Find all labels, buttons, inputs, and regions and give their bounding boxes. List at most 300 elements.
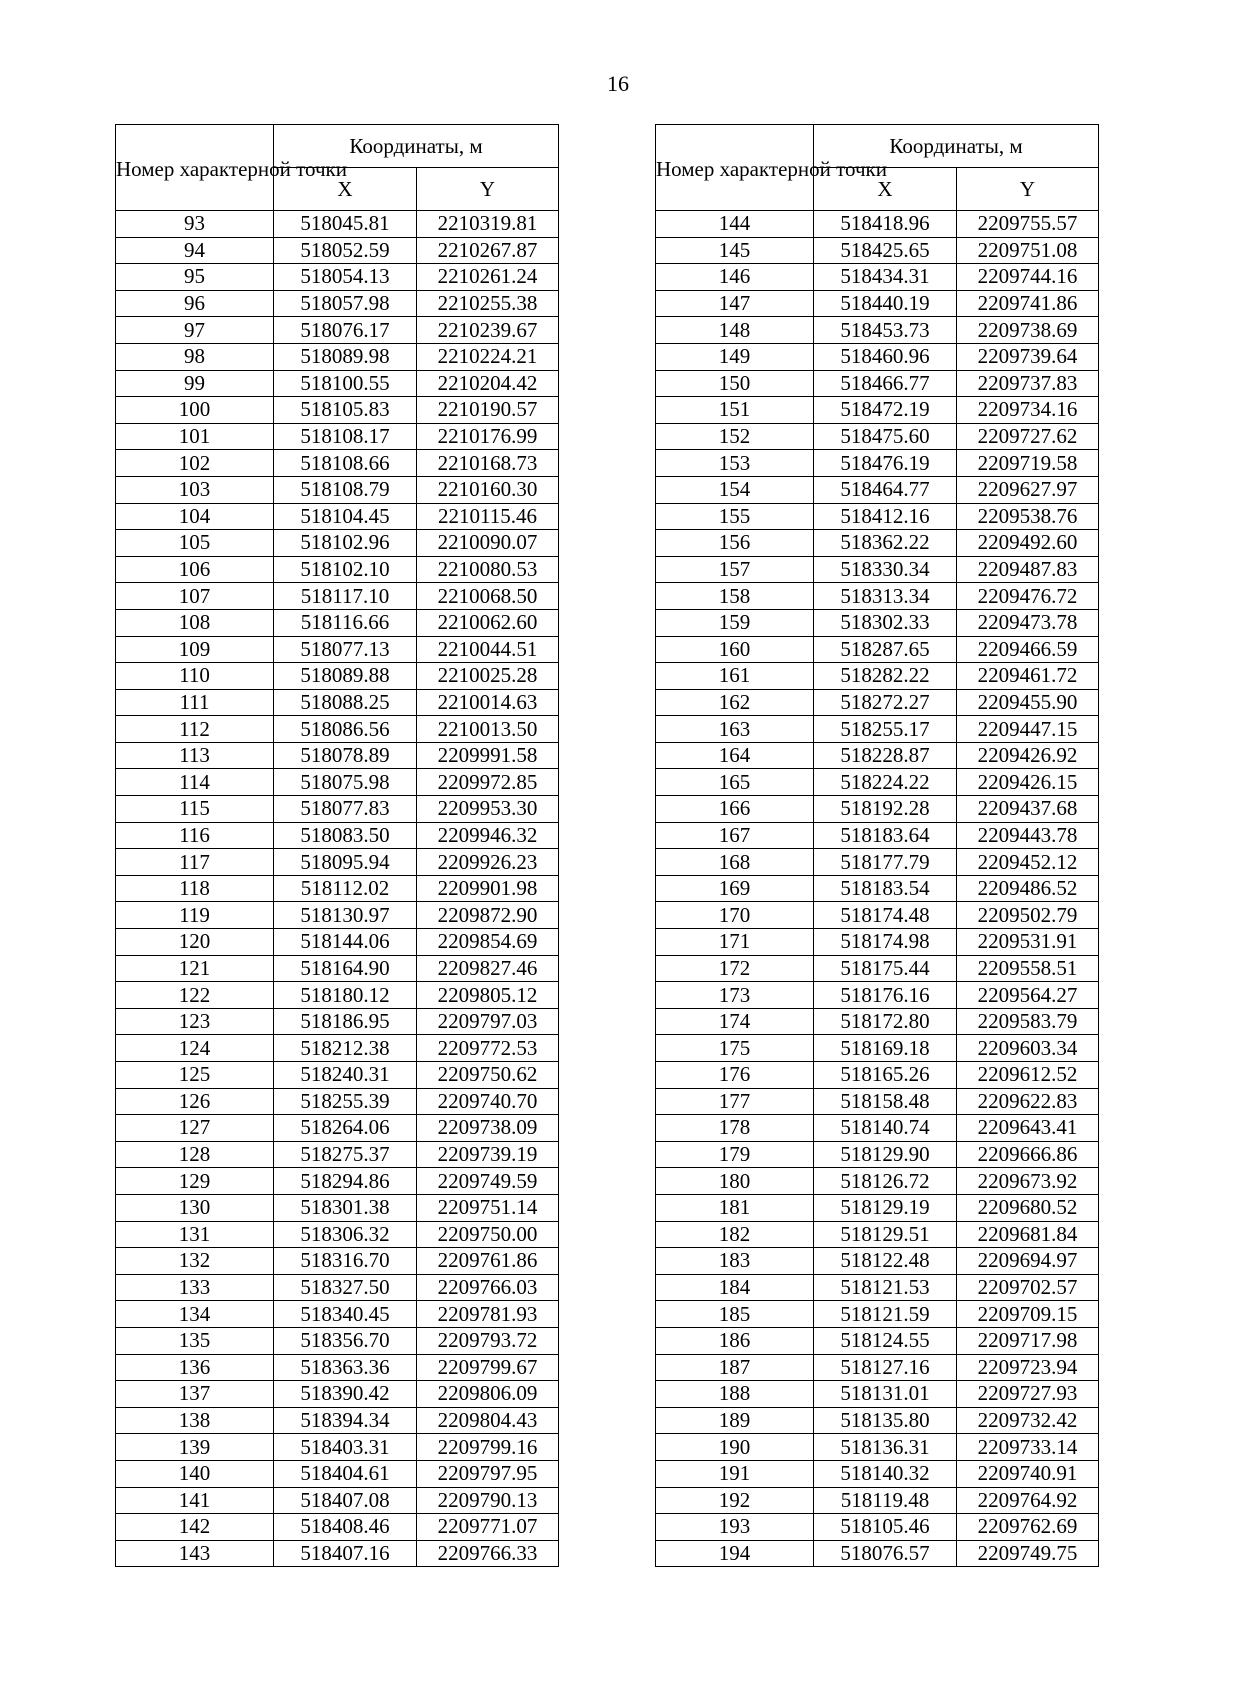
y-coordinate-cell: 2209702.57 (957, 1274, 1099, 1301)
y-coordinate-cell: 2209762.69 (957, 1514, 1099, 1541)
table-row (656, 476, 1099, 503)
point-number-cell: 190 (656, 1434, 814, 1461)
page-number: 16 (607, 71, 629, 96)
point-number-cell: 177 (656, 1088, 814, 1115)
x-coordinate-cell: 518177.79 (814, 849, 957, 876)
y-coordinate-cell: 2209733.14 (957, 1434, 1099, 1461)
x-coordinate-cell: 518425.65 (814, 237, 957, 264)
x-coordinate-cell: 518440.19 (814, 290, 957, 317)
x-coordinate-cell: 518108.79 (274, 476, 417, 503)
table-row (656, 530, 1099, 557)
point-number-cell: 115 (116, 796, 274, 823)
x-coordinate-cell: 518078.89 (274, 742, 417, 769)
point-number-cell: 141 (116, 1487, 274, 1514)
x-coordinate-cell: 518412.16 (814, 503, 957, 530)
x-coordinate-cell: 518102.10 (274, 556, 417, 583)
x-coordinate-cell: 518407.16 (274, 1540, 417, 1567)
x-coordinate-cell: 518089.98 (274, 343, 417, 370)
point-number-cell: 125 (116, 1062, 274, 1089)
point-number-cell: 162 (656, 689, 814, 716)
x-coordinate-cell: 518122.48 (814, 1248, 957, 1275)
y-coordinate-cell: 2209673.92 (957, 1168, 1099, 1195)
y-coordinate-cell: 2209751.14 (417, 1194, 559, 1221)
x-coordinate-cell: 518121.53 (814, 1274, 957, 1301)
point-number-cell: 168 (656, 849, 814, 876)
y-coordinate-cell: 2209694.97 (957, 1248, 1099, 1275)
x-coordinate-cell: 518054.13 (274, 264, 417, 291)
point-number-cell: 101 (116, 423, 274, 450)
point-number-cell: 110 (116, 663, 274, 690)
y-coordinate-cell: 2209946.32 (417, 822, 559, 849)
y-coordinate-cell: 2209926.23 (417, 849, 559, 876)
table-row (656, 556, 1099, 583)
point-number-cell: 140 (116, 1460, 274, 1487)
table-row (656, 1221, 1099, 1248)
x-coordinate-cell: 518476.19 (814, 450, 957, 477)
table-row (656, 343, 1099, 370)
point-number-cell: 192 (656, 1487, 814, 1514)
point-number-cell: 103 (116, 476, 274, 503)
table-row (116, 1221, 559, 1248)
point-number-cell: 153 (656, 450, 814, 477)
x-header: X (814, 168, 957, 211)
table-row (116, 370, 559, 397)
y-coordinate-cell: 2209717.98 (957, 1327, 1099, 1354)
x-coordinate-cell: 518264.06 (274, 1115, 417, 1142)
y-coordinate-cell: 2210255.38 (417, 290, 559, 317)
x-coordinate-cell: 518362.22 (814, 530, 957, 557)
x-coordinate-cell: 518112.02 (274, 875, 417, 902)
table-row (656, 1194, 1099, 1221)
y-coordinate-cell: 2210068.50 (417, 583, 559, 610)
table-row (656, 1487, 1099, 1514)
table-row (656, 902, 1099, 929)
table-row (116, 1248, 559, 1275)
point-number-cell: 191 (656, 1460, 814, 1487)
x-coordinate-cell: 518330.34 (814, 556, 957, 583)
table-row (116, 1035, 559, 1062)
x-coordinate-cell: 518180.12 (274, 982, 417, 1009)
point-number-cell: 187 (656, 1354, 814, 1381)
y-coordinate-cell: 2209750.00 (417, 1221, 559, 1248)
point-number-cell: 152 (656, 423, 814, 450)
point-number-cell: 158 (656, 583, 814, 610)
y-coordinate-cell: 2209737.83 (957, 370, 1099, 397)
table-row (656, 1141, 1099, 1168)
x-coordinate-cell: 518140.74 (814, 1115, 957, 1142)
y-coordinate-cell: 2209805.12 (417, 982, 559, 1009)
y-coordinate-cell: 2210044.51 (417, 636, 559, 663)
table-row (116, 1460, 559, 1487)
x-coordinate-cell: 518313.34 (814, 583, 957, 610)
y-coordinate-cell: 2209761.86 (417, 1248, 559, 1275)
y-coordinate-cell: 2209681.84 (957, 1221, 1099, 1248)
y-coordinate-cell: 2209901.98 (417, 875, 559, 902)
table-row (116, 902, 559, 929)
point-number-cell: 173 (656, 982, 814, 1009)
table-row (656, 689, 1099, 716)
table-row (116, 423, 559, 450)
table-row (656, 450, 1099, 477)
x-coordinate-cell: 518255.17 (814, 716, 957, 743)
y-coordinate-cell: 2209750.62 (417, 1062, 559, 1089)
x-coordinate-cell: 518077.13 (274, 636, 417, 663)
table-row (116, 1168, 559, 1195)
y-coordinate-cell: 2209740.70 (417, 1088, 559, 1115)
point-number-cell: 166 (656, 796, 814, 823)
point-number-cell: 121 (116, 955, 274, 982)
table-row (656, 1354, 1099, 1381)
x-coordinate-cell: 518174.48 (814, 902, 957, 929)
point-number-cell: 117 (116, 849, 274, 876)
y-coordinate-cell: 2209426.15 (957, 769, 1099, 796)
x-coordinate-cell: 518104.45 (274, 503, 417, 530)
point-number-cell: 118 (116, 875, 274, 902)
table-row (656, 1460, 1099, 1487)
table-row (656, 849, 1099, 876)
y-coordinate-cell: 2209466.59 (957, 636, 1099, 663)
y-header: Y (957, 168, 1099, 211)
x-coordinate-cell: 518175.44 (814, 955, 957, 982)
point-number-cell: 183 (656, 1248, 814, 1275)
point-number-cell: 145 (656, 237, 814, 264)
table-row (116, 1062, 559, 1089)
x-coordinate-cell: 518466.77 (814, 370, 957, 397)
x-coordinate-cell: 518129.51 (814, 1221, 957, 1248)
table-row (116, 1487, 559, 1514)
x-coordinate-cell: 518294.86 (274, 1168, 417, 1195)
point-number-cell: 129 (116, 1168, 274, 1195)
table-row (116, 450, 559, 477)
point-number-cell: 100 (116, 397, 274, 424)
table-row (656, 796, 1099, 823)
x-coordinate-cell: 518086.56 (274, 716, 417, 743)
table-row (656, 1168, 1099, 1195)
y-coordinate-cell: 2210239.67 (417, 317, 559, 344)
x-coordinate-cell: 518119.48 (814, 1487, 957, 1514)
y-coordinate-cell: 2210267.87 (417, 237, 559, 264)
table-row (116, 317, 559, 344)
table-row (656, 397, 1099, 424)
table-row (656, 1115, 1099, 1142)
y-coordinate-cell: 2209732.42 (957, 1407, 1099, 1434)
x-coordinate-cell: 518130.97 (274, 902, 417, 929)
table-row (116, 530, 559, 557)
x-coordinate-cell: 518105.83 (274, 397, 417, 424)
point-number-cell: 193 (656, 1514, 814, 1541)
x-coordinate-cell: 518144.06 (274, 929, 417, 956)
table-row (656, 742, 1099, 769)
y-coordinate-cell: 2210224.21 (417, 343, 559, 370)
point-number-cell: 181 (656, 1194, 814, 1221)
y-coordinate-cell: 2209872.90 (417, 902, 559, 929)
x-coordinate-cell: 518131.01 (814, 1381, 957, 1408)
point-number-cell: 114 (116, 769, 274, 796)
point-number-cell: 185 (656, 1301, 814, 1328)
coordinates-header: Координаты, м (814, 125, 1099, 168)
table-row (656, 1540, 1099, 1567)
table-row (116, 343, 559, 370)
y-coordinate-cell: 2209603.34 (957, 1035, 1099, 1062)
y-coordinate-cell: 2209799.16 (417, 1434, 559, 1461)
x-coordinate-cell: 518287.65 (814, 636, 957, 663)
point-number-cell: 135 (116, 1327, 274, 1354)
x-coordinate-cell: 518356.70 (274, 1327, 417, 1354)
table-row (656, 716, 1099, 743)
y-coordinate-cell: 2209953.30 (417, 796, 559, 823)
point-number-cell: 137 (116, 1381, 274, 1408)
y-coordinate-cell: 2210080.53 (417, 556, 559, 583)
x-coordinate-cell: 518340.45 (274, 1301, 417, 1328)
y-coordinate-cell: 2210160.30 (417, 476, 559, 503)
table-row (656, 769, 1099, 796)
point-number-cell: 157 (656, 556, 814, 583)
y-coordinate-cell: 2209487.83 (957, 556, 1099, 583)
table-row (116, 982, 559, 1009)
y-coordinate-cell: 2209426.92 (957, 742, 1099, 769)
point-number-cell: 184 (656, 1274, 814, 1301)
point-number-cell: 146 (656, 264, 814, 291)
x-coordinate-cell: 518212.38 (274, 1035, 417, 1062)
point-number-cell: 174 (656, 1008, 814, 1035)
table-row (116, 1381, 559, 1408)
y-coordinate-cell: 2209643.41 (957, 1115, 1099, 1142)
x-coordinate-cell: 518394.34 (274, 1407, 417, 1434)
table-row (116, 1434, 559, 1461)
x-coordinate-cell: 518164.90 (274, 955, 417, 982)
table-row (656, 609, 1099, 636)
x-coordinate-cell: 518464.77 (814, 476, 957, 503)
point-number-cell: 97 (116, 317, 274, 344)
point-number-cell: 172 (656, 955, 814, 982)
table-row (656, 636, 1099, 663)
y-coordinate-cell: 2209972.85 (417, 769, 559, 796)
y-coordinate-cell: 2209751.08 (957, 237, 1099, 264)
y-coordinate-cell: 2210013.50 (417, 716, 559, 743)
table-row (656, 264, 1099, 291)
table-row (656, 1274, 1099, 1301)
point-number-cell: 160 (656, 636, 814, 663)
y-coordinate-cell: 2210261.24 (417, 264, 559, 291)
point-number-cell: 128 (116, 1141, 274, 1168)
table-row (116, 556, 559, 583)
point-number-cell: 178 (656, 1115, 814, 1142)
x-coordinate-cell: 518102.96 (274, 530, 417, 557)
table-row (116, 663, 559, 690)
point-number-cell: 109 (116, 636, 274, 663)
y-coordinate-cell: 2209473.78 (957, 609, 1099, 636)
x-coordinate-cell: 518176.16 (814, 982, 957, 1009)
x-coordinate-cell: 518089.88 (274, 663, 417, 690)
table-row (656, 1301, 1099, 1328)
y-coordinate-cell: 2209749.75 (957, 1540, 1099, 1567)
y-coordinate-cell: 2209719.58 (957, 450, 1099, 477)
table-row (656, 317, 1099, 344)
y-coordinate-cell: 2209447.15 (957, 716, 1099, 743)
x-coordinate-cell: 518407.08 (274, 1487, 417, 1514)
table-row (116, 742, 559, 769)
point-number-cell: 163 (656, 716, 814, 743)
y-coordinate-cell: 2209502.79 (957, 902, 1099, 929)
x-coordinate-cell: 518306.32 (274, 1221, 417, 1248)
y-coordinate-cell: 2210090.07 (417, 530, 559, 557)
table-row (656, 503, 1099, 530)
table-row (116, 929, 559, 956)
point-number-cell: 136 (116, 1354, 274, 1381)
y-coordinate-cell: 2209455.90 (957, 689, 1099, 716)
x-coordinate-cell: 518108.66 (274, 450, 417, 477)
x-coordinate-cell: 518418.96 (814, 211, 957, 238)
table-row (116, 1540, 559, 1567)
point-number-header: Номер характерной точки (116, 125, 274, 211)
point-number-cell: 150 (656, 370, 814, 397)
point-number-header: Номер характерной точки (656, 125, 814, 211)
point-number-cell: 106 (116, 556, 274, 583)
table-row (116, 769, 559, 796)
table-row (656, 1035, 1099, 1062)
point-number-cell: 169 (656, 875, 814, 902)
y-coordinate-cell: 2210190.57 (417, 397, 559, 424)
coordinates-header: Координаты, м (274, 125, 559, 168)
table-row (656, 1088, 1099, 1115)
table-row (656, 875, 1099, 902)
table-row (116, 1274, 559, 1301)
point-number-cell: 170 (656, 902, 814, 929)
table-row (656, 1514, 1099, 1541)
point-number-cell: 105 (116, 530, 274, 557)
table-body-left (116, 211, 559, 1567)
table-row (116, 1115, 559, 1142)
y-coordinate-cell: 2209766.33 (417, 1540, 559, 1567)
y-coordinate-cell: 2209443.78 (957, 822, 1099, 849)
point-number-cell: 96 (116, 290, 274, 317)
y-coordinate-cell: 2209461.72 (957, 663, 1099, 690)
point-number-cell: 95 (116, 264, 274, 291)
table-row (116, 211, 559, 238)
table-row (116, 1354, 559, 1381)
point-number-cell: 194 (656, 1540, 814, 1567)
x-coordinate-cell: 518158.48 (814, 1088, 957, 1115)
x-coordinate-cell: 518475.60 (814, 423, 957, 450)
y-coordinate-cell: 2209727.93 (957, 1381, 1099, 1408)
y-coordinate-cell: 2209531.91 (957, 929, 1099, 956)
table-row (656, 1407, 1099, 1434)
y-coordinate-cell: 2209558.51 (957, 955, 1099, 982)
table-row (656, 423, 1099, 450)
point-number-cell: 149 (656, 343, 814, 370)
point-number-cell: 171 (656, 929, 814, 956)
y-coordinate-cell: 2209797.95 (417, 1460, 559, 1487)
y-coordinate-cell: 2209781.93 (417, 1301, 559, 1328)
y-coordinate-cell: 2210176.99 (417, 423, 559, 450)
x-coordinate-cell: 518076.17 (274, 317, 417, 344)
x-coordinate-cell: 518472.19 (814, 397, 957, 424)
coordinates-table-left (115, 124, 559, 1567)
table-row (656, 1327, 1099, 1354)
point-number-cell: 161 (656, 663, 814, 690)
point-number-cell: 102 (116, 450, 274, 477)
table-row (116, 1301, 559, 1328)
point-number-cell: 182 (656, 1221, 814, 1248)
point-number-cell: 122 (116, 982, 274, 1009)
x-coordinate-cell: 518192.28 (814, 796, 957, 823)
y-coordinate-cell: 2209738.09 (417, 1115, 559, 1142)
y-coordinate-cell: 2209709.15 (957, 1301, 1099, 1328)
y-coordinate-cell: 2209827.46 (417, 955, 559, 982)
y-coordinate-cell: 2209437.68 (957, 796, 1099, 823)
point-number-cell: 132 (116, 1248, 274, 1275)
y-coordinate-cell: 2209622.83 (957, 1088, 1099, 1115)
x-coordinate-cell: 518183.54 (814, 875, 957, 902)
x-coordinate-cell: 518434.31 (814, 264, 957, 291)
y-coordinate-cell: 2209739.19 (417, 1141, 559, 1168)
point-number-cell: 159 (656, 609, 814, 636)
point-number-cell: 176 (656, 1062, 814, 1089)
point-number-cell: 186 (656, 1327, 814, 1354)
y-coordinate-cell: 2209854.69 (417, 929, 559, 956)
point-number-cell: 154 (656, 476, 814, 503)
y-coordinate-cell: 2209790.13 (417, 1487, 559, 1514)
y-coordinate-cell: 2209612.52 (957, 1062, 1099, 1089)
x-coordinate-cell: 518272.27 (814, 689, 957, 716)
x-coordinate-cell: 518088.25 (274, 689, 417, 716)
y-coordinate-cell: 2210115.46 (417, 503, 559, 530)
x-coordinate-cell: 518135.80 (814, 1407, 957, 1434)
point-number-cell: 147 (656, 290, 814, 317)
table-row (116, 290, 559, 317)
table-row (656, 583, 1099, 610)
point-number-cell: 139 (116, 1434, 274, 1461)
point-number-cell: 188 (656, 1381, 814, 1408)
point-number-cell: 138 (116, 1407, 274, 1434)
x-coordinate-cell: 518255.39 (274, 1088, 417, 1115)
x-coordinate-cell: 518363.36 (274, 1354, 417, 1381)
y-coordinate-cell: 2210204.42 (417, 370, 559, 397)
y-coordinate-cell: 2209991.58 (417, 742, 559, 769)
y-coordinate-cell: 2209738.69 (957, 317, 1099, 344)
table-row (116, 689, 559, 716)
y-coordinate-cell: 2209452.12 (957, 849, 1099, 876)
x-header: X (274, 168, 417, 211)
y-coordinate-cell: 2209680.52 (957, 1194, 1099, 1221)
x-coordinate-cell: 518116.66 (274, 609, 417, 636)
x-coordinate-cell: 518301.38 (274, 1194, 417, 1221)
x-coordinate-cell: 518174.98 (814, 929, 957, 956)
table-row (116, 583, 559, 610)
x-coordinate-cell: 518165.26 (814, 1062, 957, 1089)
x-coordinate-cell: 518390.42 (274, 1381, 417, 1408)
x-coordinate-cell: 518075.98 (274, 769, 417, 796)
point-number-cell: 104 (116, 503, 274, 530)
table-row (116, 264, 559, 291)
x-coordinate-cell: 518240.31 (274, 1062, 417, 1089)
point-number-cell: 134 (116, 1301, 274, 1328)
y-coordinate-cell: 2209486.52 (957, 875, 1099, 902)
table-row (116, 1141, 559, 1168)
x-coordinate-cell: 518121.59 (814, 1301, 957, 1328)
table-row (116, 875, 559, 902)
point-number-cell: 112 (116, 716, 274, 743)
table-row (116, 1327, 559, 1354)
x-coordinate-cell: 518275.37 (274, 1141, 417, 1168)
table-row (656, 211, 1099, 238)
y-coordinate-cell: 2209723.94 (957, 1354, 1099, 1381)
table-row (656, 929, 1099, 956)
coordinates-table-right (655, 124, 1099, 1567)
y-coordinate-cell: 2210025.28 (417, 663, 559, 690)
x-coordinate-cell: 518117.10 (274, 583, 417, 610)
y-coordinate-cell: 2209741.86 (957, 290, 1099, 317)
